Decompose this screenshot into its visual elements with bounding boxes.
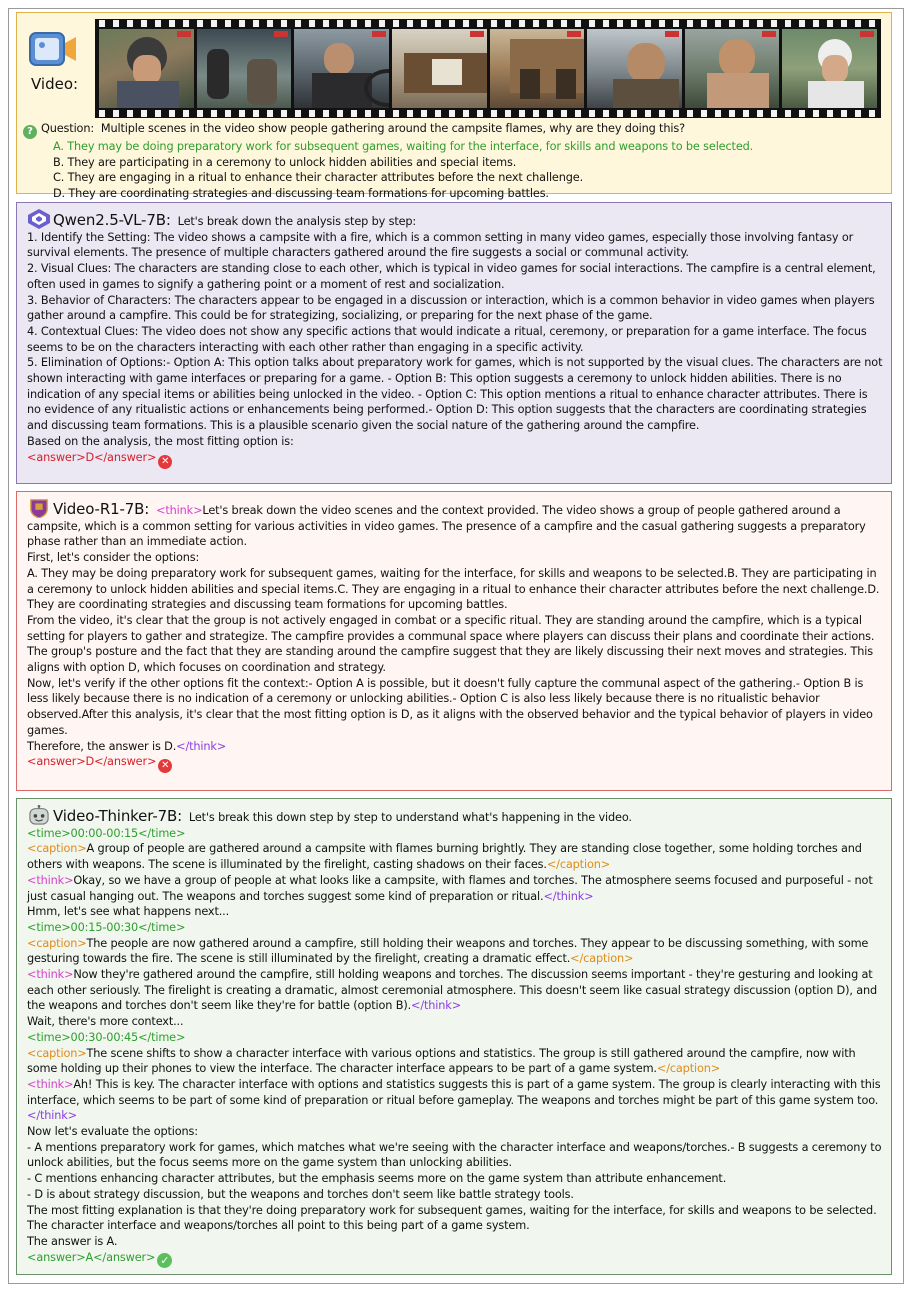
wrong-icon: ✕ bbox=[158, 759, 172, 773]
think-2: Now they're gathered around the campfire, still holding weapons and torches. The discussion seems important - they're gesturing and looking at each other seriously. The firelight is creating a dramatic, almost ceremonial atmosphere. This doesn't seem like casual strategy discussion (option D), and the weapons and torches don't seem like they're for battle (option B). bbox=[27, 968, 878, 1013]
robot-face-icon bbox=[27, 805, 51, 825]
university-crest-icon bbox=[27, 498, 51, 518]
video-r1-line: The group's posture and the fact that they are standing around the campfire suggest that they are likely discussing their next moves and strategies. This aligns with option D, which focuses on coordination and strategy. bbox=[27, 645, 873, 675]
qwen-step-2: 2. Visual Clues: The characters are standing close to each other, which is typical in video games for social interactions. The campfire is a central element, often used in games to signify a gathering point or a moment of rest and socialization. bbox=[27, 262, 876, 291]
video-r1-first: Let's break down the video scenes and the context provided. The video shows a group of people gathered around a campsite, which is a common setting for various activities in video games. The presence of a campfire and the casual gathering suggests a preparatory phase rather than an immediate action. bbox=[27, 504, 866, 549]
think-close-tag: </think> bbox=[27, 1109, 77, 1123]
transition-3: Now let's evaluate the options: bbox=[27, 1125, 198, 1139]
qwen-step-5: 5. Elimination of Options:- Option A: This option talks about preparatory work for games, which is not supported by the visual clues. The characters are not shown interacting with game interfaces or preparing for a game. - Option B: This option suggests a ceremony to unlock hidden abilities. There is no indication of any special items or abilities being unlocked in the video. - Option C: This option mentions a ritual to enhance character attributes. There is no evidence of any ritualistic actions or enhancements being performed.- Option D: This option suggests that the characters are coordinating strategies and discussing team formations. This is a plausible scenario given the social nature of the gathering around the campfire. bbox=[27, 356, 883, 433]
video-camera-icon bbox=[29, 29, 77, 69]
option-b: B. They are participating in a ceremony to unlock hidden abilities and special items. bbox=[53, 155, 517, 169]
video-r1-response-panel bbox=[16, 491, 892, 791]
qwen-intro: Let's break down the analysis step by step: bbox=[177, 215, 417, 228]
video-r1-line: First, let's consider the options: bbox=[27, 551, 200, 565]
video-thinker-answer: <answer>A</answer> bbox=[27, 1250, 156, 1264]
eval-line: - D is about strategy discussion, but the weapons and torches don't seem like battle strategy tools. bbox=[27, 1187, 574, 1201]
think-1: Okay, so we have a group of people at what looks like a campsite, with flames and torches. The atmosphere seems focused and purposeful - not just casual hanging out. The weapons and torches suggest some kind of preparation or ritual. bbox=[27, 873, 873, 903]
caption-open-tag: <caption> bbox=[27, 842, 87, 856]
think-open-tag: <think> bbox=[156, 504, 203, 517]
question-text: Multiple scenes in the video show people gathering around the campsite flames, why are they doing this? bbox=[100, 122, 685, 135]
qwen-step-1: 1. Identify the Setting: The video shows a campsite with a fire, which is a common setting in many video games, especially those involving fantasy or survival elements. The presence of multiple characters gathered around the fire suggests a social or communal activity. bbox=[27, 230, 854, 260]
think-open-tag: <think> bbox=[27, 873, 74, 887]
eval-line: The answer is A. bbox=[27, 1234, 118, 1248]
think-close-tag: </think> bbox=[411, 999, 462, 1013]
video-frame bbox=[782, 29, 877, 108]
think-close-tag: </think> bbox=[543, 889, 594, 903]
video-frame bbox=[99, 29, 194, 108]
video-filmstrip bbox=[95, 19, 881, 118]
video-r1-line: Now, let's verify if the other options fit the context:- Option A is possible, but it doesn't fully capture the communal aspect of the gathering.- Option B is less likely because there is no indication of a ceremony or unlocking abilities.- Option C is also less likely because there is no ritualistic behavior observed.After this analysis, it's clear that the most fitting option is D, as it aligns with the observed behavior and the typical behavior of players in video games. bbox=[27, 676, 873, 737]
think-open-tag: <think> bbox=[27, 1077, 74, 1091]
question-prefix: Question: bbox=[41, 122, 94, 135]
transition-2: Wait, there's more context... bbox=[27, 1015, 184, 1029]
caption-close-tag: </caption> bbox=[656, 1062, 721, 1076]
qwen-response bbox=[27, 209, 883, 469]
video-thinker-model-name: Video-Thinker-7B: bbox=[53, 807, 183, 825]
time-segment-2: <time>00:15-00:30</time> bbox=[27, 920, 186, 934]
question-mark-icon: ? bbox=[23, 125, 37, 139]
correct-icon: ✓ bbox=[157, 1253, 172, 1268]
time-segment-1: <time>00:00-00:15</time> bbox=[27, 826, 186, 840]
caption-1: A group of people are gathered around a campsite with flames burning brightly. They are standing close together, some holding torches and others with weapons. The scene is illuminated by the firelight, casting shadows on their faces. bbox=[27, 842, 862, 872]
video-label: Video: bbox=[31, 75, 79, 93]
qwen-step-4: 4. Contextual Clues: The video does not show any specific actions that would indicate a ritual, ceremony, or preparation for a game interface. The focus seems to be on the characters interacting with each other rather than engaging in a specific activity. bbox=[27, 324, 867, 354]
qwen-conclusion: Based on the analysis, the most fitting option is: bbox=[27, 434, 294, 448]
video-r1-answer: <answer>D</answer> bbox=[27, 755, 157, 769]
caption-close-tag: </caption> bbox=[570, 952, 634, 966]
video-frame bbox=[685, 29, 780, 108]
video-r1-last: Therefore, the answer is D. bbox=[27, 739, 177, 753]
video-question-panel bbox=[16, 12, 892, 201]
transition-1: Hmm, let's see what happens next... bbox=[27, 905, 230, 919]
video-frame bbox=[490, 29, 585, 108]
think-open-tag: <think> bbox=[27, 968, 74, 982]
caption-open-tag: <caption> bbox=[27, 936, 87, 950]
video-r1-model-name: Video-R1-7B: bbox=[53, 500, 150, 518]
wrong-icon: ✕ bbox=[158, 455, 172, 469]
eval-line: The most fitting explanation is that they're doing preparatory work for subsequent games, waiting for the interface, for skills and weapons to be selected. The character interface and weapons/torches all point to this being part of a game system. bbox=[27, 1203, 877, 1233]
caption-2: The people are now gathered around a campfire, still holding their weapons and torches. They appear to be discussing something, with some gesturing towards the fire. The scene is still illuminated by the firelight, creating a dramatic effect. bbox=[27, 936, 869, 966]
think-3: Ah! This is key. The character interface with options and statistics suggests this is part of a game system. The group is clearly interacting with this interface, which seems to be part of some kind of preparation or ritual before gameplay. The weapons and torches might be part of this game system too. bbox=[27, 1077, 881, 1107]
time-segment-3: <time>00:30-00:45</time> bbox=[27, 1030, 186, 1044]
eval-line: - A mentions preparatory work for games, which matches what we're seeing with the character interface and weapons/torches.- B suggests a ceremony to unlock abilities, but the focus seems more on the game system than unlocking abilities. bbox=[27, 1140, 882, 1170]
video-r1-line: From the video, it's clear that the group is not actively engaged in combat or a specific ritual. They are standing around the campfire, which is a typical setting for players to gather and strategize. The campfire provides a communal space where players can discuss their plans and coordinate their actions. bbox=[27, 613, 875, 643]
think-close-tag: </think> bbox=[176, 739, 227, 753]
caption-3: The scene shifts to show a character interface with various options and statistics. The group is still gathered around the campfire, now with some holding up their phones to view the interface. The character interface appears to be part of a game system. bbox=[27, 1046, 856, 1076]
qwen-answer: <answer>D</answer> bbox=[27, 450, 157, 464]
video-frame bbox=[197, 29, 292, 108]
option-d: D. They are coordinating strategies and discussing team formations for upcoming battles. bbox=[53, 187, 549, 201]
question-block bbox=[23, 121, 883, 202]
video-frame bbox=[294, 29, 389, 108]
caption-close-tag: </caption> bbox=[546, 858, 611, 872]
qwen-model-name: Qwen2.5-VL-7B: bbox=[53, 211, 171, 229]
video-r1-line: A. They may be doing preparatory work for subsequent games, waiting for the interface, for skills and weapons to be selected.B. They are participating in a ceremony to unlock hidden abilities and special items.C. They are engaging in a ritual to enhance their character attributes before the next challenge.D. They are coordinating strategies and discussing team formations for upcoming battles. bbox=[27, 566, 880, 612]
video-frame bbox=[392, 29, 487, 108]
qwen-step-3: 3. Behavior of Characters: The characters appear to be engaged in a discussion or interaction, which is a common behavior in video games when players gather around a campfire. This could be for strategizing, socializing, or preparing for the next phase of the game. bbox=[27, 293, 875, 323]
video-thinker-intro: Let's break this down step by step to understand what's happening in the video. bbox=[188, 811, 632, 824]
question-line bbox=[23, 121, 883, 139]
video-thinker-response-panel bbox=[16, 798, 892, 1275]
caption-open-tag: <caption> bbox=[27, 1046, 87, 1060]
video-frame bbox=[587, 29, 682, 108]
option-c: C. They are engaging in a ritual to enhance their character attributes before the next challenge. bbox=[53, 171, 584, 185]
video-thinker-response bbox=[27, 805, 883, 1268]
qwen-response-panel bbox=[16, 202, 892, 484]
eval-line: - C mentions enhancing character attributes, but the emphasis seems more on the game system than attribute enhancement. bbox=[27, 1172, 727, 1186]
qwen-logo-icon bbox=[27, 209, 51, 229]
video-r1-response bbox=[27, 498, 883, 773]
option-a: A. They may be doing preparatory work for subsequent games, waiting for the interface, for skills and weapons to be selected. bbox=[53, 140, 754, 153]
